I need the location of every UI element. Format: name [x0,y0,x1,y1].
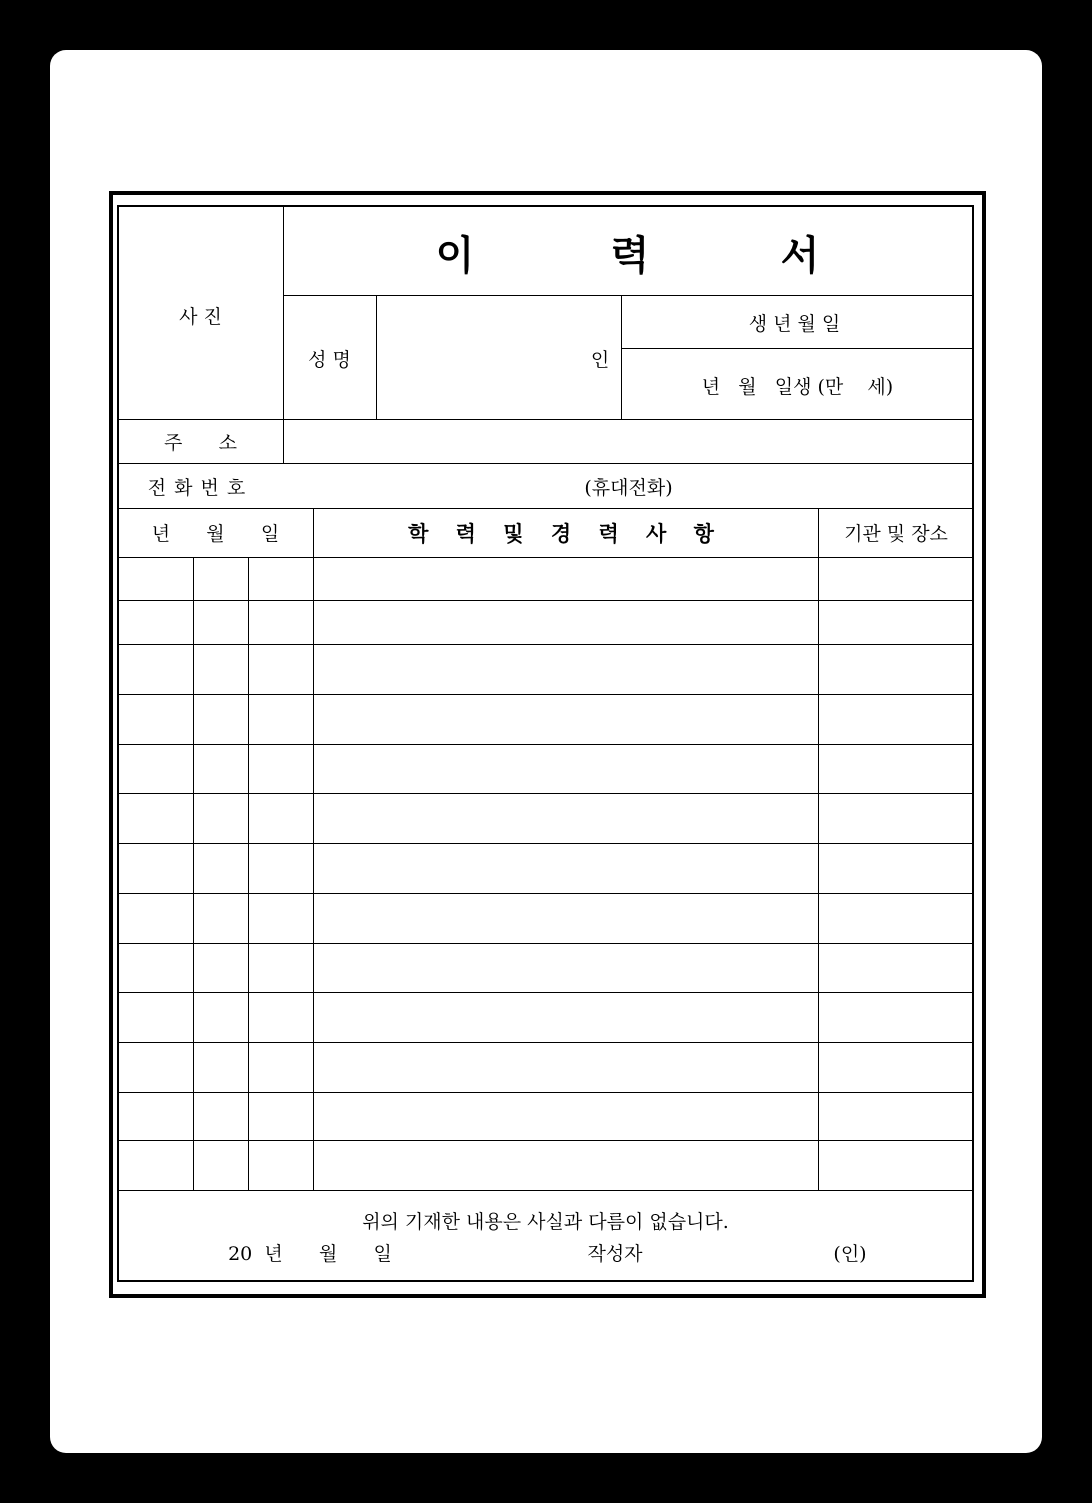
history-row-line [118,1190,973,1191]
history-entry-row[interactable] [118,993,973,1042]
name-label: 성 명 [308,348,351,371]
footer-author-label: 작성자 [587,1242,643,1265]
history-entry-row[interactable] [118,894,973,943]
history-place-header: 기관 및 장소 [844,523,948,545]
history-entry-row[interactable] [118,794,973,843]
phone-label: 전화번호 [147,476,254,499]
footer-declaration: 위의 기재한 내용은 사실과 다름이 없습니다. [362,1210,729,1233]
birth-date-field[interactable]: 년 월 일생 (만 세) [701,375,894,398]
history-entry-row[interactable] [118,601,973,644]
history-date-header: 년 월 일 [151,523,280,545]
history-entry-row[interactable] [118,1043,973,1092]
mobile-phone-field[interactable]: (휴대전화) [584,476,673,499]
history-main-header: 학 력 및 경 력 사 항 [408,520,724,546]
history-entry-row[interactable] [118,558,973,600]
history-entry-row[interactable] [118,944,973,992]
name-seal-label: 인 [590,348,610,371]
history-entry-row[interactable] [118,695,973,744]
birth-label: 생년월일 [748,313,847,335]
form-title-char-2: 력 [610,232,650,279]
address-label: 주 소 [164,432,237,454]
history-entry-row[interactable] [118,645,973,694]
history-entry-row[interactable] [118,844,973,893]
history-entry-row[interactable] [118,1141,973,1190]
birth-divider [621,348,973,349]
form-title-char-1: 이 [435,232,475,279]
footer-date: 20 년 월 일 [228,1242,392,1265]
form-title-char-3: 서 [780,232,820,279]
address-field[interactable] [284,420,973,463]
history-entry-row[interactable] [118,745,973,793]
photo-label: 사 진 [179,305,222,328]
history-entry-row[interactable] [118,1093,973,1140]
footer-seal: (인) [833,1242,867,1265]
